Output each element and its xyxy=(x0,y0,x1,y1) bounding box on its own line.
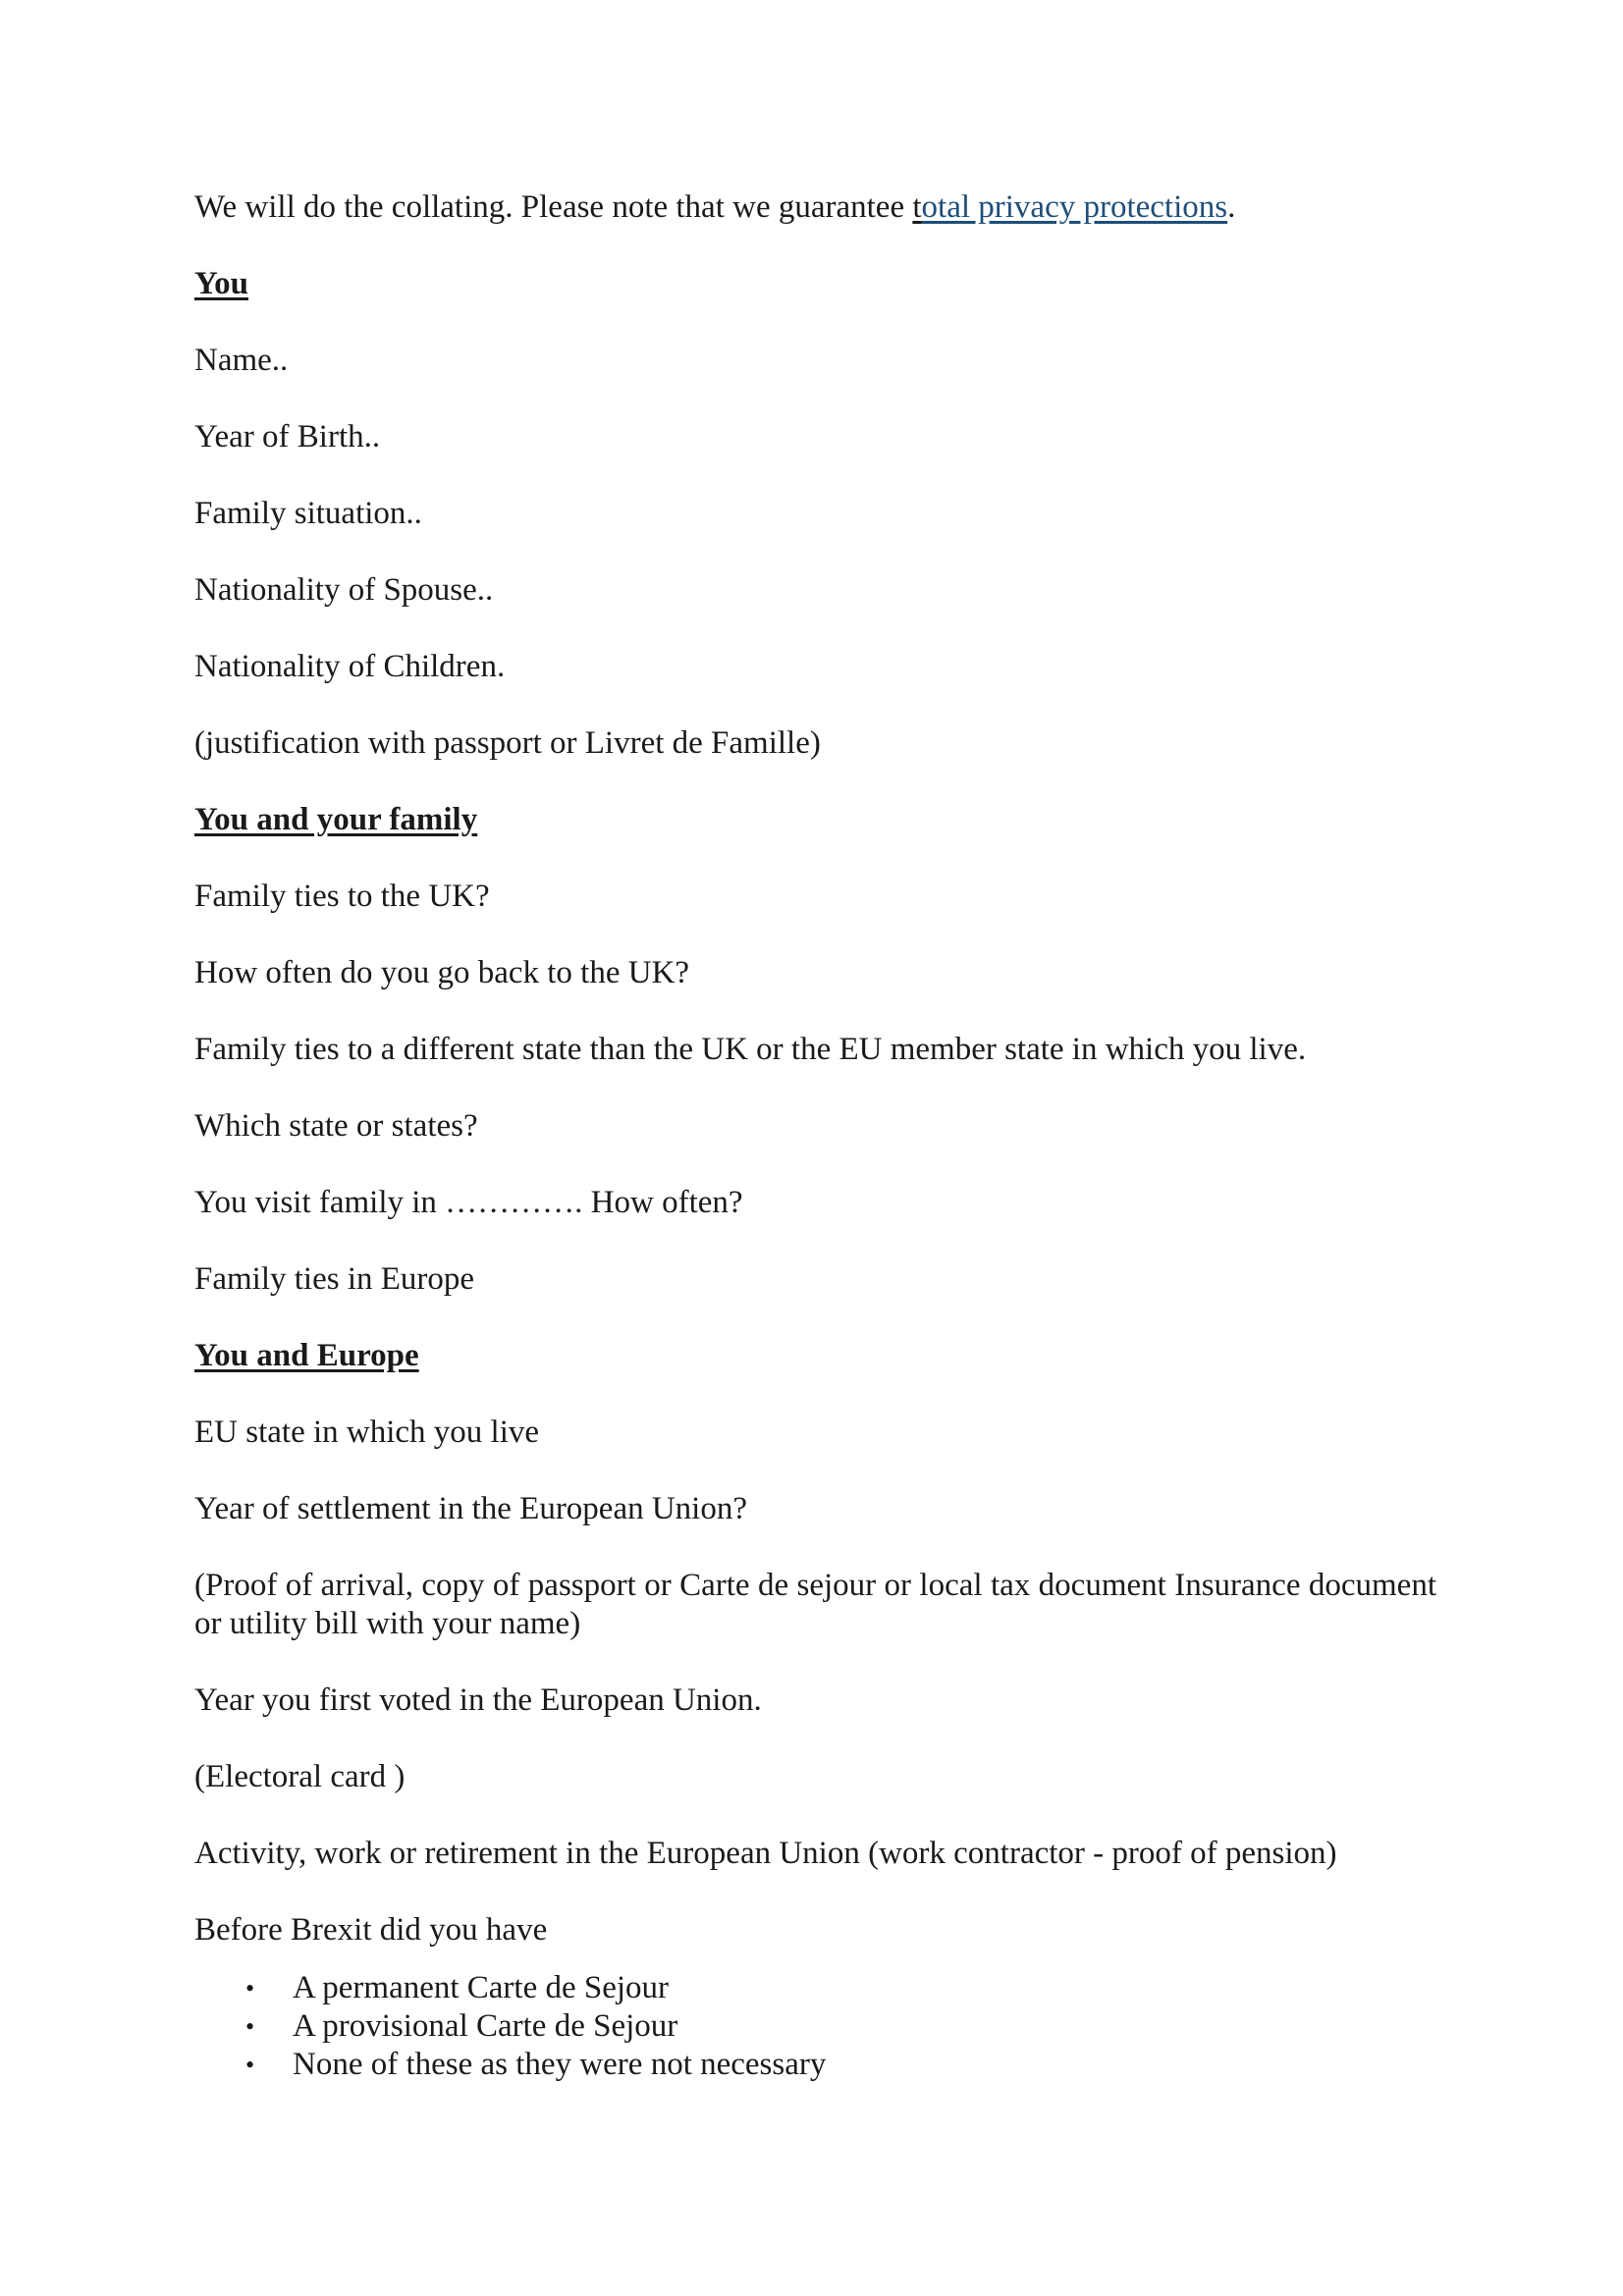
bullet-icon: • xyxy=(245,2012,255,2041)
electoral-card-note: (Electoral card ) xyxy=(194,1759,406,1794)
privacy-link-first-letter[interactable]: t xyxy=(912,189,922,225)
how-often-uk-question: How often do you go back to the UK? xyxy=(194,955,690,990)
visit-family-question: You visit family in …………. How often? xyxy=(194,1185,743,1220)
intro-paragraph xyxy=(194,188,1436,227)
year-settlement-question: Year of settlement in the European Union? xyxy=(194,1491,747,1526)
list-item xyxy=(245,2007,1436,2046)
activity-question: Activity, work or retirement in the European Union (work contractor - proof of pension) xyxy=(194,1836,1337,1871)
list-item xyxy=(245,2046,1436,2084)
intro-text: We will do the collating. Please note that we guarantee xyxy=(194,189,913,225)
privacy-protections-link[interactable]: otal privacy protections xyxy=(921,189,1228,225)
family-ties-europe-question: Family ties in Europe xyxy=(194,1261,475,1297)
list-item xyxy=(245,1969,1436,2007)
section-heading-you: You xyxy=(194,266,249,301)
family-situation-label: Family situation.. xyxy=(194,496,422,531)
nationality-children-label: Nationality of Children. xyxy=(194,649,506,684)
carte-de-sejour-options-list xyxy=(194,1969,1436,2084)
option-permanent-carte: A permanent Carte de Sejour xyxy=(293,1970,670,2005)
intro-period: . xyxy=(1227,189,1236,225)
bullet-icon: • xyxy=(245,1974,255,2002)
option-none-necessary: None of these as they were not necessary xyxy=(293,2047,827,2082)
eu-state-question: EU state in which you live xyxy=(194,1415,540,1450)
before-brexit-question: Before Brexit did you have xyxy=(194,1912,548,1948)
family-ties-uk-question: Family ties to the UK? xyxy=(194,879,490,914)
which-states-question: Which state or states? xyxy=(194,1108,478,1144)
justification-note: (justification with passport or Livret de Famille) xyxy=(194,725,821,761)
nationality-spouse-label: Nationality of Spouse.. xyxy=(194,572,494,608)
option-provisional-carte: A provisional Carte de Sejour xyxy=(293,2008,678,2044)
family-ties-other-state-question: Family ties to a different state than the UK or the EU member state in which you live. xyxy=(194,1032,1307,1067)
year-of-birth-label: Year of Birth.. xyxy=(194,419,381,454)
section-heading-europe: You and Europe xyxy=(194,1338,419,1373)
year-voted-question: Year you first voted in the European Union. xyxy=(194,1682,762,1718)
section-heading-family: You and your family xyxy=(194,802,478,837)
name-field-label: Name.. xyxy=(194,343,289,378)
bullet-icon: • xyxy=(245,2051,255,2079)
proof-of-arrival-note: (Proof of arrival, copy of passport or Carte de sejour or local tax document Insurance document or utility bill with your name) xyxy=(194,1568,1436,1641)
